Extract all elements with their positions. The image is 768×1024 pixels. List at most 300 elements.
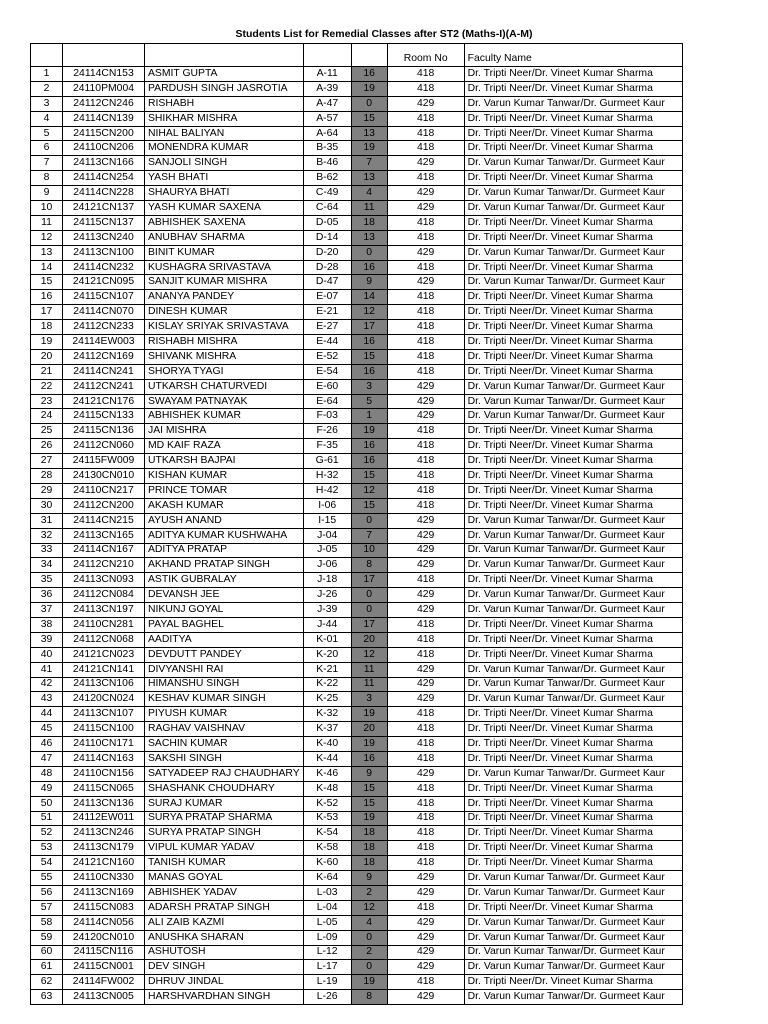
cell-room-no: 418 — [387, 439, 464, 454]
cell-student-name: SHORYA TYAGI — [145, 364, 304, 379]
cell-faculty-name: Dr. Tripti Neer/Dr. Vineet Kumar Sharma — [464, 498, 682, 513]
cell-marks: 10 — [351, 543, 387, 558]
table-row — [31, 647, 683, 662]
cell-roll: A-39 — [303, 81, 351, 96]
cell-faculty-name: Dr. Tripti Neer/Dr. Vineet Kumar Sharma — [464, 573, 682, 588]
cell-student-name: RISHABH — [145, 96, 304, 111]
cell-roll: L-05 — [303, 915, 351, 930]
cell-student-name: UTKARSH BAJPAI — [145, 454, 304, 469]
cell-student-name: DEV SINGH — [145, 960, 304, 975]
cell-marks: 11 — [351, 201, 387, 216]
header-faculty-name: Faculty Name — [464, 44, 682, 67]
cell-faculty-name: Dr. Tripti Neer/Dr. Vineet Kumar Sharma — [464, 856, 682, 871]
cell-student-id: 24113CN165 — [63, 528, 145, 543]
cell-sno: 28 — [31, 469, 63, 484]
cell-faculty-name: Dr. Varun Kumar Tanwar/Dr. Gurmeet Kaur — [464, 885, 682, 900]
cell-roll: C-64 — [303, 201, 351, 216]
cell-roll: E-44 — [303, 335, 351, 350]
table-row — [31, 335, 683, 350]
cell-roll: D-28 — [303, 260, 351, 275]
cell-marks: 16 — [351, 364, 387, 379]
header-id — [63, 44, 145, 67]
cell-student-name: BINIT KUMAR — [145, 245, 304, 260]
cell-marks: 15 — [351, 111, 387, 126]
cell-roll: I-06 — [303, 498, 351, 513]
cell-student-name: AADITYA — [145, 632, 304, 647]
cell-faculty-name: Dr. Tripti Neer/Dr. Vineet Kumar Sharma — [464, 737, 682, 752]
cell-student-id: 24114EW003 — [63, 335, 145, 350]
cell-room-no: 429 — [387, 186, 464, 201]
cell-faculty-name: Dr. Tripti Neer/Dr. Vineet Kumar Sharma — [464, 215, 682, 230]
table-row — [31, 632, 683, 647]
cell-student-name: MONENDRA KUMAR — [145, 141, 304, 156]
cell-marks: 16 — [351, 454, 387, 469]
cell-faculty-name: Dr. Tripti Neer/Dr. Vineet Kumar Sharma — [464, 632, 682, 647]
table-row — [31, 856, 683, 871]
cell-student-id: 24115CN116 — [63, 945, 145, 960]
cell-faculty-name: Dr. Tripti Neer/Dr. Vineet Kumar Sharma — [464, 781, 682, 796]
cell-faculty-name: Dr. Tripti Neer/Dr. Vineet Kumar Sharma — [464, 647, 682, 662]
cell-marks: 8 — [351, 558, 387, 573]
cell-student-name: HARSHVARDHAN SINGH — [145, 990, 304, 1005]
cell-student-name: KISLAY SRIYAK SRIVASTAVA — [145, 320, 304, 335]
cell-student-id: 24114CN153 — [63, 67, 145, 82]
cell-roll: L-19 — [303, 975, 351, 990]
page-title: Students List for Remedial Classes after ST2 (Maths-I)(A-M) — [235, 28, 533, 40]
cell-student-id: 24112CN210 — [63, 558, 145, 573]
table-row — [31, 722, 683, 737]
cell-marks: 2 — [351, 945, 387, 960]
cell-student-name: SATYADEEP RAJ CHAUDHARY — [145, 766, 304, 781]
cell-sno: 2 — [31, 81, 63, 96]
cell-roll: B-62 — [303, 171, 351, 186]
cell-roll: H-32 — [303, 469, 351, 484]
cell-student-name: SAKSHI SINGH — [145, 751, 304, 766]
cell-roll: L-17 — [303, 960, 351, 975]
cell-student-id: 24121CN176 — [63, 394, 145, 409]
cell-sno: 48 — [31, 766, 63, 781]
cell-student-id: 24113CN136 — [63, 796, 145, 811]
cell-student-id: 24110CN156 — [63, 766, 145, 781]
cell-marks: 3 — [351, 692, 387, 707]
cell-roll: L-09 — [303, 930, 351, 945]
cell-roll: K-53 — [303, 811, 351, 826]
cell-marks: 2 — [351, 885, 387, 900]
cell-sno: 22 — [31, 379, 63, 394]
cell-roll: D-20 — [303, 245, 351, 260]
header-roll — [303, 44, 351, 67]
cell-marks: 9 — [351, 275, 387, 290]
cell-student-id: 24110PM004 — [63, 81, 145, 96]
cell-marks: 0 — [351, 96, 387, 111]
table-row — [31, 364, 683, 379]
cell-room-no: 418 — [387, 781, 464, 796]
table-row — [31, 305, 683, 320]
cell-roll: K-48 — [303, 781, 351, 796]
cell-student-name: HIMANSHU SINGH — [145, 677, 304, 692]
cell-student-name: PAYAL BAGHEL — [145, 617, 304, 632]
cell-faculty-name: Dr. Varun Kumar Tanwar/Dr. Gurmeet Kaur — [464, 990, 682, 1005]
table-row — [31, 766, 683, 781]
cell-marks: 0 — [351, 930, 387, 945]
cell-room-no: 418 — [387, 737, 464, 752]
cell-sno: 30 — [31, 498, 63, 513]
cell-faculty-name: Dr. Varun Kumar Tanwar/Dr. Gurmeet Kaur — [464, 692, 682, 707]
cell-marks: 19 — [351, 424, 387, 439]
cell-marks: 16 — [351, 67, 387, 82]
cell-room-no: 429 — [387, 960, 464, 975]
cell-student-name: ANUSHKA SHARAN — [145, 930, 304, 945]
cell-faculty-name: Dr. Varun Kumar Tanwar/Dr. Gurmeet Kaur — [464, 275, 682, 290]
cell-faculty-name: Dr. Varun Kumar Tanwar/Dr. Gurmeet Kaur — [464, 186, 682, 201]
cell-student-id: 24115CN083 — [63, 900, 145, 915]
table-row — [31, 573, 683, 588]
cell-room-no: 429 — [387, 275, 464, 290]
cell-sno: 43 — [31, 692, 63, 707]
cell-roll: H-42 — [303, 483, 351, 498]
table-row — [31, 662, 683, 677]
cell-roll: K-20 — [303, 647, 351, 662]
cell-sno: 39 — [31, 632, 63, 647]
cell-roll: L-12 — [303, 945, 351, 960]
cell-sno: 52 — [31, 826, 63, 841]
cell-sno: 62 — [31, 975, 63, 990]
cell-room-no: 418 — [387, 230, 464, 245]
cell-student-id: 24121CN160 — [63, 856, 145, 871]
cell-marks: 4 — [351, 186, 387, 201]
table-row — [31, 230, 683, 245]
cell-sno: 29 — [31, 483, 63, 498]
cell-sno: 59 — [31, 930, 63, 945]
cell-roll: J-06 — [303, 558, 351, 573]
cell-student-name: SURAJ KUMAR — [145, 796, 304, 811]
cell-marks: 17 — [351, 617, 387, 632]
cell-room-no: 418 — [387, 290, 464, 305]
cell-sno: 3 — [31, 96, 63, 111]
cell-faculty-name: Dr. Tripti Neer/Dr. Vineet Kumar Sharma — [464, 439, 682, 454]
cell-roll: K-54 — [303, 826, 351, 841]
cell-student-name: ADITYA PRATAP — [145, 543, 304, 558]
table-row — [31, 558, 683, 573]
table-row — [31, 617, 683, 632]
cell-student-id: 24115CN137 — [63, 215, 145, 230]
cell-marks: 15 — [351, 781, 387, 796]
cell-roll: K-58 — [303, 841, 351, 856]
cell-sno: 63 — [31, 990, 63, 1005]
cell-faculty-name: Dr. Tripti Neer/Dr. Vineet Kumar Sharma — [464, 230, 682, 245]
cell-faculty-name: Dr. Tripti Neer/Dr. Vineet Kumar Sharma — [464, 111, 682, 126]
cell-student-id: 24121CN137 — [63, 201, 145, 216]
cell-student-id: 24113CN169 — [63, 885, 145, 900]
cell-sno: 9 — [31, 186, 63, 201]
cell-faculty-name: Dr. Varun Kumar Tanwar/Dr. Gurmeet Kaur — [464, 871, 682, 886]
cell-sno: 11 — [31, 215, 63, 230]
cell-sno: 50 — [31, 796, 63, 811]
cell-student-id: 24114CN232 — [63, 260, 145, 275]
header-marks — [351, 44, 387, 67]
cell-room-no: 418 — [387, 305, 464, 320]
cell-room-no: 418 — [387, 707, 464, 722]
cell-student-name: ANUBHAV SHARMA — [145, 230, 304, 245]
table-row — [31, 796, 683, 811]
cell-student-name: NIKUNJ GOYAL — [145, 603, 304, 618]
cell-faculty-name: Dr. Varun Kumar Tanwar/Dr. Gurmeet Kaur — [464, 156, 682, 171]
cell-room-no: 429 — [387, 543, 464, 558]
cell-student-name: DEVANSH JEE — [145, 588, 304, 603]
cell-student-id: 24115FW009 — [63, 454, 145, 469]
cell-roll: E-52 — [303, 349, 351, 364]
cell-room-no: 418 — [387, 364, 464, 379]
cell-faculty-name: Dr. Tripti Neer/Dr. Vineet Kumar Sharma — [464, 320, 682, 335]
cell-student-id: 24112CN233 — [63, 320, 145, 335]
cell-marks: 0 — [351, 513, 387, 528]
cell-roll: I-15 — [303, 513, 351, 528]
cell-sno: 56 — [31, 885, 63, 900]
cell-student-id: 24120CN010 — [63, 930, 145, 945]
table-row — [31, 171, 683, 186]
cell-sno: 42 — [31, 677, 63, 692]
cell-roll: F-03 — [303, 409, 351, 424]
cell-student-name: ASHUTOSH — [145, 945, 304, 960]
cell-room-no: 418 — [387, 141, 464, 156]
students-table-body — [31, 44, 683, 1005]
cell-roll: E-21 — [303, 305, 351, 320]
cell-student-name: SANJIT KUMAR MISHRA — [145, 275, 304, 290]
cell-marks: 13 — [351, 230, 387, 245]
cell-roll: A-57 — [303, 111, 351, 126]
cell-student-id: 24114CN139 — [63, 111, 145, 126]
cell-student-name: DINESH KUMAR — [145, 305, 304, 320]
cell-roll: A-11 — [303, 67, 351, 82]
cell-student-name: AKASH KUMAR — [145, 498, 304, 513]
cell-room-no: 429 — [387, 201, 464, 216]
cell-room-no: 418 — [387, 498, 464, 513]
cell-student-name: VIPUL KUMAR YADAV — [145, 841, 304, 856]
cell-student-id: 24114CN167 — [63, 543, 145, 558]
cell-marks: 16 — [351, 751, 387, 766]
cell-student-name: RISHABH MISHRA — [145, 335, 304, 350]
cell-student-name: DEVDUTT PANDEY — [145, 647, 304, 662]
cell-room-no: 429 — [387, 245, 464, 260]
cell-student-name: KISHAN KUMAR — [145, 469, 304, 484]
cell-roll: J-18 — [303, 573, 351, 588]
cell-roll: K-25 — [303, 692, 351, 707]
cell-faculty-name: Dr. Tripti Neer/Dr. Vineet Kumar Sharma — [464, 722, 682, 737]
cell-roll: K-37 — [303, 722, 351, 737]
students-table — [30, 43, 683, 1005]
cell-room-no: 418 — [387, 856, 464, 871]
cell-student-name: YASH BHATI — [145, 171, 304, 186]
cell-student-name: SHASHANK CHOUDHARY — [145, 781, 304, 796]
cell-room-no: 418 — [387, 573, 464, 588]
table-row — [31, 290, 683, 305]
table-row — [31, 781, 683, 796]
cell-room-no: 429 — [387, 692, 464, 707]
cell-marks: 16 — [351, 439, 387, 454]
cell-faculty-name: Dr. Tripti Neer/Dr. Vineet Kumar Sharma — [464, 171, 682, 186]
cell-sno: 45 — [31, 722, 63, 737]
cell-roll: K-44 — [303, 751, 351, 766]
cell-student-id: 24115CN065 — [63, 781, 145, 796]
table-row — [31, 945, 683, 960]
cell-student-name: ABHISHEK KUMAR — [145, 409, 304, 424]
cell-marks: 18 — [351, 841, 387, 856]
cell-room-no: 429 — [387, 945, 464, 960]
cell-roll: K-60 — [303, 856, 351, 871]
cell-sno: 58 — [31, 915, 63, 930]
cell-student-name: ASMIT GUPTA — [145, 67, 304, 82]
cell-marks: 19 — [351, 811, 387, 826]
cell-room-no: 418 — [387, 841, 464, 856]
cell-room-no: 429 — [387, 379, 464, 394]
cell-sno: 6 — [31, 141, 63, 156]
cell-student-id: 24114CN056 — [63, 915, 145, 930]
cell-student-id: 24115CN200 — [63, 126, 145, 141]
cell-sno: 24 — [31, 409, 63, 424]
cell-roll: F-35 — [303, 439, 351, 454]
table-row — [31, 424, 683, 439]
cell-marks: 0 — [351, 603, 387, 618]
cell-sno: 5 — [31, 126, 63, 141]
cell-student-id: 24112CN200 — [63, 498, 145, 513]
cell-roll: J-05 — [303, 543, 351, 558]
cell-student-name: SACHIN KUMAR — [145, 737, 304, 752]
cell-roll: K-52 — [303, 796, 351, 811]
cell-marks: 0 — [351, 245, 387, 260]
cell-student-name: ASTIK GUBRALAY — [145, 573, 304, 588]
cell-roll: K-01 — [303, 632, 351, 647]
cell-student-id: 24112CN246 — [63, 96, 145, 111]
cell-roll: K-64 — [303, 871, 351, 886]
cell-faculty-name: Dr. Varun Kumar Tanwar/Dr. Gurmeet Kaur — [464, 945, 682, 960]
table-row — [31, 260, 683, 275]
cell-sno: 53 — [31, 841, 63, 856]
cell-faculty-name: Dr. Tripti Neer/Dr. Vineet Kumar Sharma — [464, 841, 682, 856]
table-row — [31, 513, 683, 528]
cell-room-no: 418 — [387, 126, 464, 141]
cell-marks: 15 — [351, 469, 387, 484]
cell-room-no: 418 — [387, 320, 464, 335]
cell-marks: 12 — [351, 900, 387, 915]
cell-sno: 7 — [31, 156, 63, 171]
table-row — [31, 454, 683, 469]
cell-roll: J-39 — [303, 603, 351, 618]
cell-student-id: 24113CN240 — [63, 230, 145, 245]
cell-sno: 49 — [31, 781, 63, 796]
cell-sno: 21 — [31, 364, 63, 379]
cell-student-id: 24113CN197 — [63, 603, 145, 618]
cell-room-no: 429 — [387, 156, 464, 171]
cell-student-id: 24121CN095 — [63, 275, 145, 290]
cell-student-name: ADITYA KUMAR KUSHWAHA — [145, 528, 304, 543]
cell-marks: 14 — [351, 290, 387, 305]
cell-room-no: 429 — [387, 528, 464, 543]
table-row — [31, 111, 683, 126]
cell-sno: 35 — [31, 573, 63, 588]
cell-marks: 19 — [351, 81, 387, 96]
cell-marks: 13 — [351, 126, 387, 141]
cell-room-no: 418 — [387, 722, 464, 737]
cell-roll: L-03 — [303, 885, 351, 900]
cell-sno: 47 — [31, 751, 63, 766]
cell-marks: 16 — [351, 260, 387, 275]
cell-sno: 31 — [31, 513, 63, 528]
cell-student-id: 24113CN005 — [63, 990, 145, 1005]
cell-roll: A-47 — [303, 96, 351, 111]
cell-marks: 19 — [351, 737, 387, 752]
cell-marks: 15 — [351, 498, 387, 513]
cell-sno: 36 — [31, 588, 63, 603]
cell-room-no: 418 — [387, 751, 464, 766]
cell-roll: E-60 — [303, 379, 351, 394]
cell-student-id: 24112CN169 — [63, 349, 145, 364]
table-row — [31, 826, 683, 841]
cell-student-name: ALI ZAIB KAZMI — [145, 915, 304, 930]
cell-student-id: 24114CN215 — [63, 513, 145, 528]
table-row — [31, 811, 683, 826]
cell-student-id: 24113CN166 — [63, 156, 145, 171]
cell-sno: 38 — [31, 617, 63, 632]
cell-student-name: JAI MISHRA — [145, 424, 304, 439]
cell-room-no: 418 — [387, 171, 464, 186]
cell-room-no: 429 — [387, 603, 464, 618]
cell-marks: 7 — [351, 156, 387, 171]
cell-sno: 37 — [31, 603, 63, 618]
cell-sno: 13 — [31, 245, 63, 260]
cell-student-id: 24113CN179 — [63, 841, 145, 856]
cell-room-no: 418 — [387, 215, 464, 230]
cell-marks: 12 — [351, 483, 387, 498]
cell-student-name: MANAS GOYAL — [145, 871, 304, 886]
table-row — [31, 483, 683, 498]
table-row — [31, 409, 683, 424]
cell-student-name: NIHAL BALIYAN — [145, 126, 304, 141]
cell-roll: K-46 — [303, 766, 351, 781]
cell-marks: 12 — [351, 305, 387, 320]
cell-faculty-name: Dr. Varun Kumar Tanwar/Dr. Gurmeet Kaur — [464, 603, 682, 618]
table-row — [31, 871, 683, 886]
cell-student-name: PIYUSH KUMAR — [145, 707, 304, 722]
cell-marks: 0 — [351, 960, 387, 975]
table-row — [31, 915, 683, 930]
cell-marks: 17 — [351, 573, 387, 588]
cell-student-id: 24114CN254 — [63, 171, 145, 186]
cell-faculty-name: Dr. Varun Kumar Tanwar/Dr. Gurmeet Kaur — [464, 513, 682, 528]
cell-faculty-name: Dr. Varun Kumar Tanwar/Dr. Gurmeet Kaur — [464, 558, 682, 573]
cell-student-id: 24110CN330 — [63, 871, 145, 886]
cell-room-no: 429 — [387, 513, 464, 528]
cell-faculty-name: Dr. Varun Kumar Tanwar/Dr. Gurmeet Kaur — [464, 930, 682, 945]
cell-faculty-name: Dr. Varun Kumar Tanwar/Dr. Gurmeet Kaur — [464, 543, 682, 558]
cell-faculty-name: Dr. Tripti Neer/Dr. Vineet Kumar Sharma — [464, 617, 682, 632]
cell-student-id: 24120CN024 — [63, 692, 145, 707]
cell-marks: 19 — [351, 975, 387, 990]
cell-roll: B-46 — [303, 156, 351, 171]
cell-student-name: YASH KUMAR SAXENA — [145, 201, 304, 216]
header-room-no: Room No — [387, 44, 464, 67]
cell-faculty-name: Dr. Tripti Neer/Dr. Vineet Kumar Sharma — [464, 67, 682, 82]
cell-roll: K-22 — [303, 677, 351, 692]
cell-sno: 16 — [31, 290, 63, 305]
cell-student-id: 24114FW002 — [63, 975, 145, 990]
cell-student-name: ADARSH PRATAP SINGH — [145, 900, 304, 915]
cell-sno: 18 — [31, 320, 63, 335]
cell-student-name: RAGHAV VAISHNAV — [145, 722, 304, 737]
cell-faculty-name: Dr. Varun Kumar Tanwar/Dr. Gurmeet Kaur — [464, 766, 682, 781]
cell-marks: 1 — [351, 409, 387, 424]
cell-marks: 17 — [351, 320, 387, 335]
cell-student-id: 24113CN107 — [63, 707, 145, 722]
